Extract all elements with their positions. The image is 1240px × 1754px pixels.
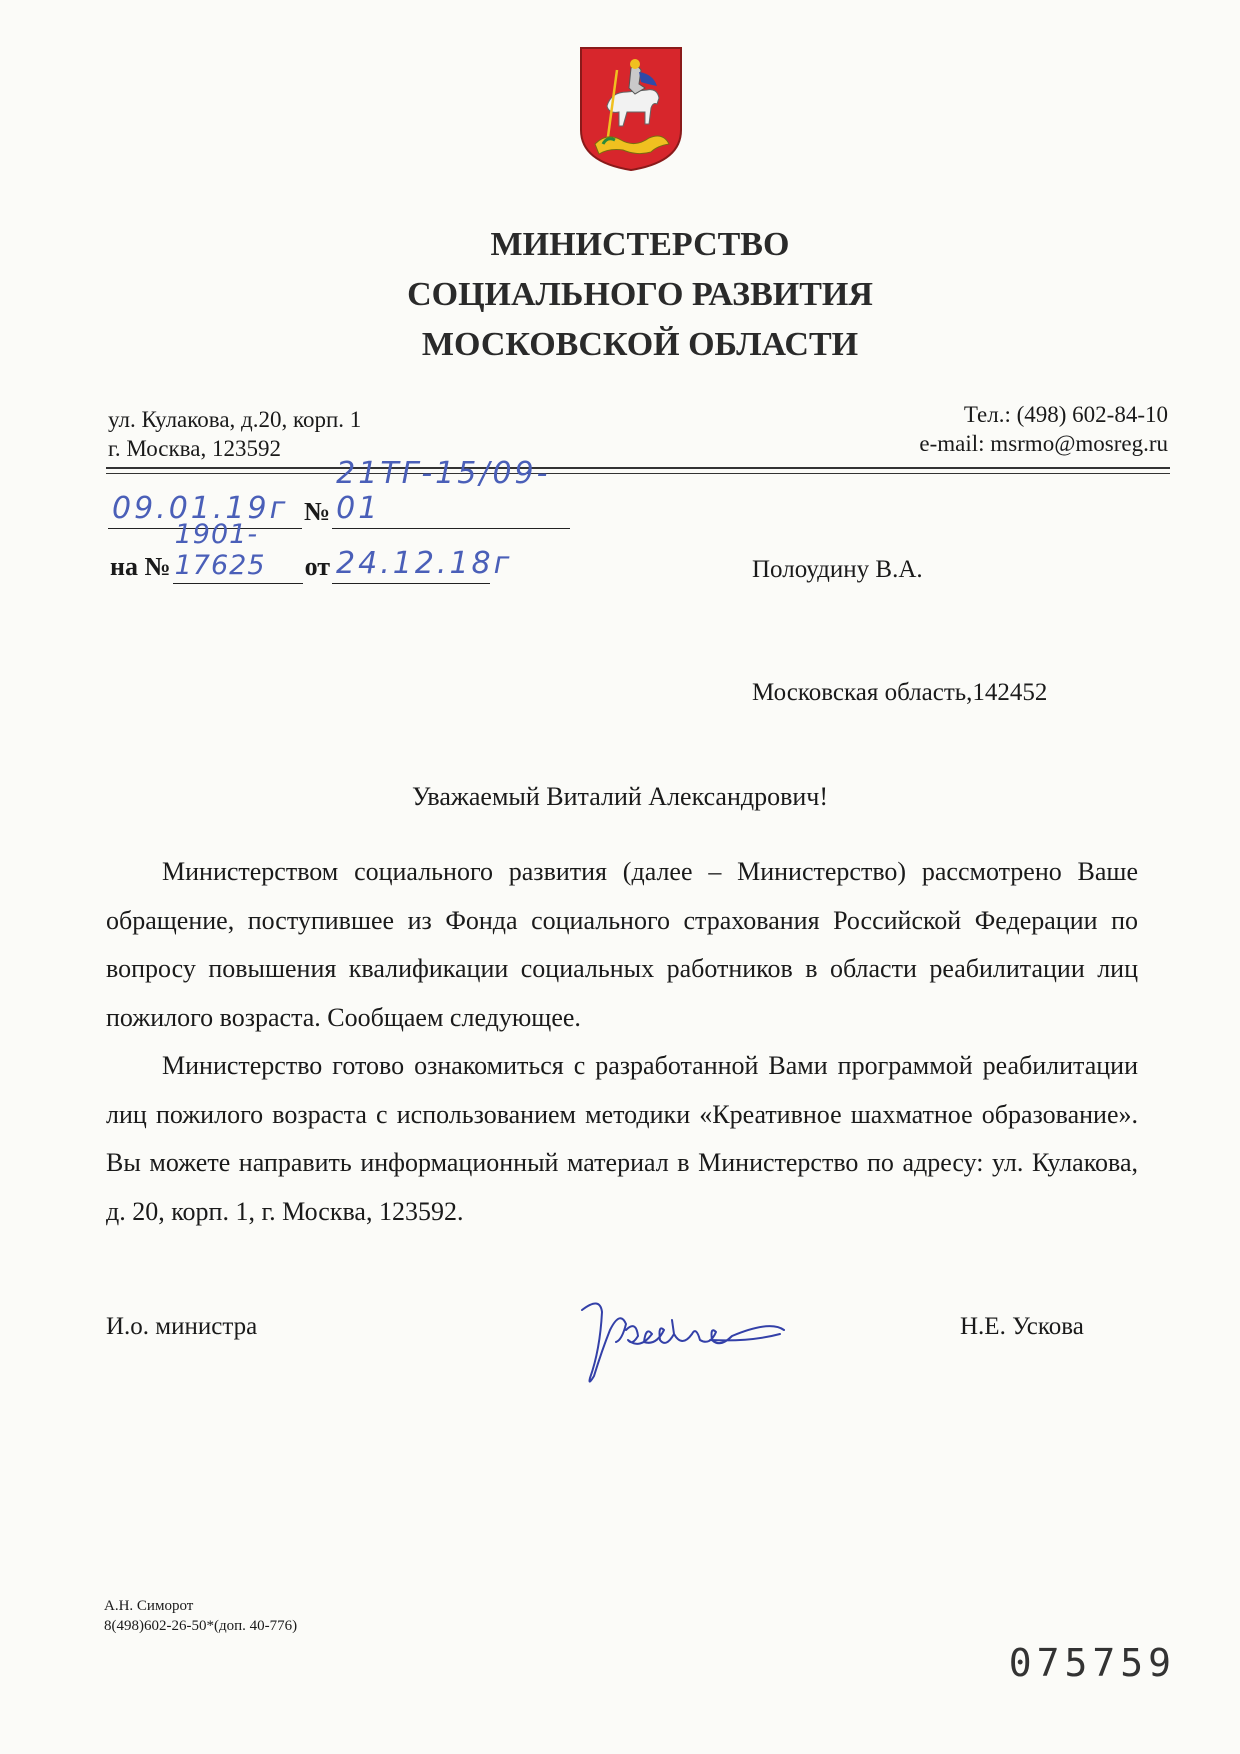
document-serial-number: 075759: [1008, 1641, 1176, 1685]
header-divider-thick: [106, 467, 1170, 469]
ministry-name-line3: МОСКОВСКОЙ ОБЛАСТИ: [421, 326, 859, 363]
recipient-address: Московская область,142452: [752, 679, 1048, 706]
reply-number-label: на №: [110, 552, 171, 581]
handwritten-signature: [560, 1290, 790, 1390]
executor-name: А.Н. Симорот: [104, 1598, 194, 1614]
reply-from-label: от: [304, 552, 331, 581]
ministry-address: [108, 405, 361, 463]
signatory-name: Н.Е. Ускова: [960, 1313, 1084, 1340]
executor-phone: 8(498)602-26-50*(доп. 40-776): [104, 1618, 298, 1634]
contact-email: e-mail: msrmo@mosreg.ru: [919, 431, 1168, 456]
reply-row: [108, 519, 513, 584]
reply-number: 1901-17625: [174, 519, 266, 581]
ministry-name-line1: МИНИСТЕРСТВО: [490, 226, 790, 263]
salutation: Уважаемый Виталий Александрович!: [411, 782, 829, 811]
signatory-position: И.о. министра: [106, 1313, 258, 1340]
address-street: ул. Кулакова, д.20, корп. 1: [108, 407, 362, 432]
registration-number: 21ТГ-15/09-01: [336, 456, 551, 526]
body-paragraph-1: Министерством социального развития (далее – Министерство) рассмотрено Ваше обращение, поступившее из Фонда социального страхования Российской Федерации по вопросу повышения квалификации социальных работников в области реабилитации лиц пожилого возраста. Сообщаем следующее.: [106, 857, 1138, 1032]
header-divider-thin: [106, 473, 1170, 474]
body-paragraph-2: Министерство готово ознакомиться с разработанной Вами программой реабилитации лиц пожилого возраста с использованием методики «Креативное шахматное образование». Вы можете направить информационный материал в Министерство по адресу: ул. Кулакова, д. 20, корп. 1, г. Москва, 123592.: [106, 1051, 1138, 1226]
address-city: г. Москва, 123592: [108, 436, 281, 461]
reply-number-field: [173, 519, 303, 584]
registration-number-label: №: [304, 497, 331, 526]
letter-body: [106, 848, 1138, 1236]
reply-date: 24.12.18г: [336, 546, 513, 581]
registration-number-field: [332, 456, 570, 529]
executor-info: [104, 1596, 297, 1636]
recipient-name: Полоудину В.А.: [752, 556, 923, 583]
registration-date: 09.01.19г: [112, 491, 289, 526]
reply-date-field: [332, 543, 513, 584]
contact-phone: Тел.: (498) 602-84-10: [963, 402, 1168, 427]
ministry-name-line2: СОЦИАЛЬНОГО РАЗВИТИЯ: [407, 276, 873, 313]
ministry-name: [320, 220, 960, 370]
coat-of-arms-icon: [577, 44, 685, 174]
ministry-contacts: [919, 400, 1168, 458]
